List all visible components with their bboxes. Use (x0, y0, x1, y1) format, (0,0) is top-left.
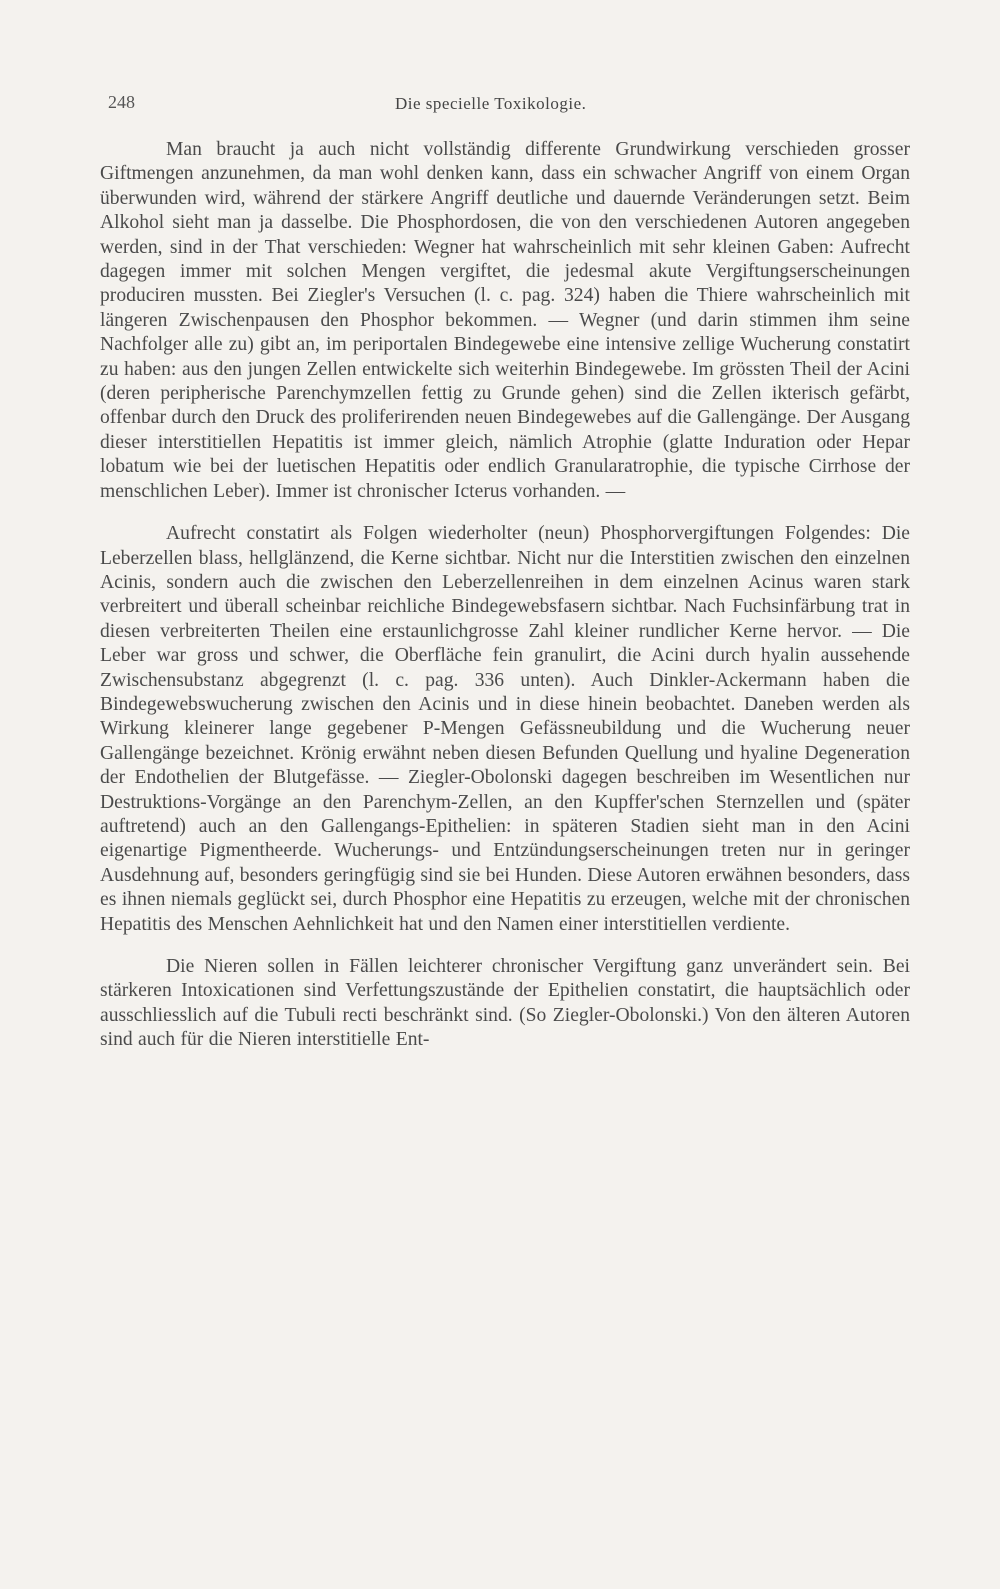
paragraph-nieren: Die Nieren sollen in Fällen leichterer chronischer Vergiftung ganz unverändert sein. Bei stärkeren Intoxicationen sind Verfettungszustände der Epithelien constatirt, die hauptsächlich oder ausschliesslich auf die Tubuli recti beschränkt sind. (So Ziegler-Obolonski.) Von den älteren Autoren sind auch für die Nieren interstitielle Ent- (100, 956, 910, 1051)
book-page (100, 88, 910, 1053)
page-number: 248 (108, 92, 135, 112)
body-text (100, 138, 910, 1053)
paragraph-wegner-aufrecht: Man braucht ja auch nicht vollständig differente Grundwirkung verschieden grosser Giftmengen anzunehmen, da man wohl denken kann, dass ein schwacher Angriff von einem Organ überwunden wird, während der stärkere Angriff deutliche und dauernde Veränderungen setzt. Beim Alkohol sieht man ja dasselbe. Die Phosphordosen, die von den verschiedenen Autoren angegeben werden, sind in der That verschieden: Wegner hat wahrscheinlich mit sehr kleinen Gaben: Aufrecht dagegen immer mit solchen Mengen vergiftet, die jedesmal akute Vergiftungserscheinungen produciren mussten. Bei Ziegler's Versuchen (l. c. pag. 324) haben die Thiere wahrscheinlich mit längeren Zwischenpausen den Phosphor bekommen. — Wegner (und darin stimmen ihm seine Nachfolger alle zu) gibt an, im periportalen Bindegewebe eine intensive zellige Wucherung constatirt zu haben: aus den jungen Zellen entwickelte sich weiterhin Bindegewebe. Im grössten Theil der Acini (deren peripherische Parenchymzellen fettig zu Grunde gehen) sind die Zellen ikterisch gefärbt, offenbar durch den Druck des proliferirenden neuen Bindegewebes auf die Gallengänge. Der Ausgang dieser interstitiellen Hepatitis ist immer gleich, nämlich Atrophie (glatte Induration oder Hepar lobatum wie bei der luetischen Hepatitis oder endlich Granularatrophie, die typische Cirrhose der menschlichen Leber). Immer ist chronischer Icterus vorhanden. — (100, 139, 910, 502)
page-header (100, 88, 910, 122)
paragraph-aufrecht-findings: Aufrecht constatirt als Folgen wiederholter (neun) Phosphorvergiftungen Folgendes: Die Leberzellen blass, hellglänzend, die Kerne sichtbar. Nicht nur die Interstitien zwischen den einzelnen Acinis, sondern auch die zwischen den Leberzellenreihen in dem einzelnen Acinus waren stark verbreitert und überall scheinbar reichliche Bindegewebsfasern sichtbar. Nach Fuchsinfärbung trat in diesen verbreiterten Theilen eine erstaunlichgrosse Zahl kleiner rundlicher Kerne hervor. — Die Leber war gross und schwer, die Oberfläche fein granulirt, die Acini durch hyalin aussehende Zwischensubstanz abgegrenzt (l. c. pag. 336 unten). Auch Dinkler-Ackermann haben die Bindegewebswucherung zwischen den Acinis und in diese hinein beobachtet. Daneben werden als Wirkung kleinerer lange gegebener P-Mengen Gefässneubildung und die Wucherung neuer Gallengänge bezeichnet. Krönig erwähnt neben diesen Befunden Quellung und hyaline Degeneration der Endothelien der Blutgefässe. — Ziegler-Obolonski dagegen beschreiben im Wesentlichen nur Destruktions-Vorgänge an den Parenchym-Zellen, an den Kupffer'schen Sternzellen und (später auftretend) auch an den Gallengangs-Epithelien: in späteren Stadien sieht man in den Acini eigenartige Pigmentheerde. Wucherungs- und Entzündungserscheinungen treten nur in geringer Ausdehnung auf, besonders geringfügig sind sie bei Hunden. Diese Autoren erwähnen besonders, dass es ihnen niemals geglückt sei, durch Phosphor eine Hepatitis zu erzeugen, welche mit der chronischen Hepatitis des Menschen Aehnlichkeit hat und den Namen einer interstitiellen verdiente. (100, 523, 910, 935)
running-title: Die specielle Toxikologie. (395, 94, 587, 113)
